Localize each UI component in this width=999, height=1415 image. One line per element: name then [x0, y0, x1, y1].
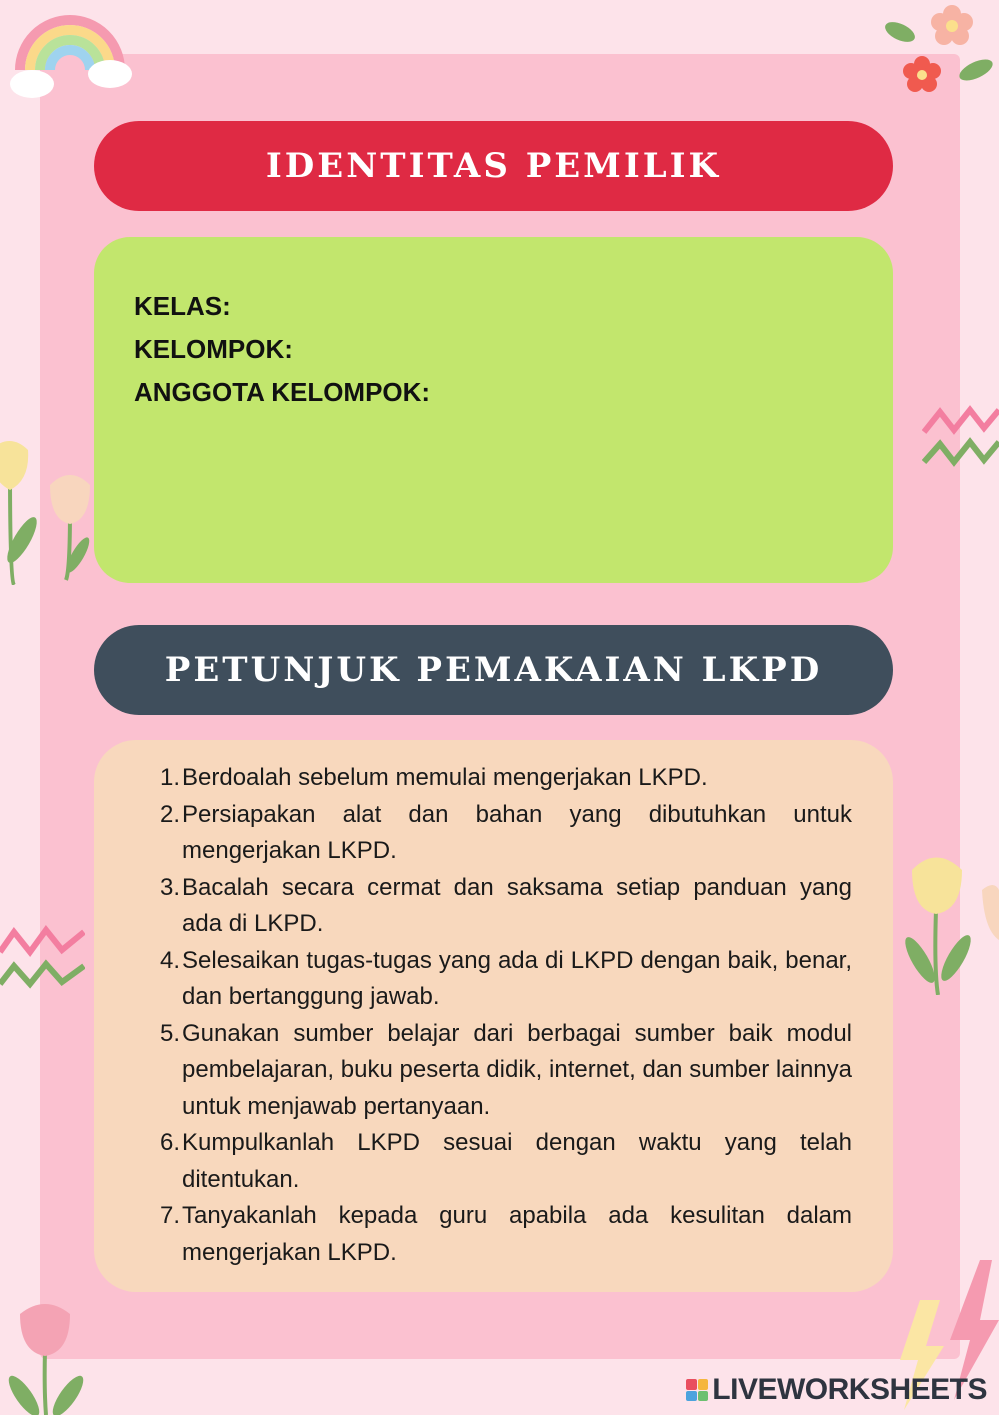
step-number: 3. [159, 873, 180, 901]
step-number: 2. [159, 800, 180, 828]
kelompok-label: KELOMPOK: [134, 334, 293, 364]
rainbow-icon [8, 0, 133, 105]
step-text: Gunakan sumber belajar dari berbagai sumber baik modul pembelajaran, buku peserta didik, internet, dan sumber lainnya untuk menjawab pertanyaan. [182, 1019, 852, 1120]
step-number: 6. [159, 1129, 180, 1156]
zigzag-right-icon [922, 402, 999, 477]
list-item [146, 943, 852, 1016]
step-number: 1. [159, 764, 180, 791]
liveworksheets-watermark[interactable] [686, 1373, 987, 1407]
step-number: 7. [159, 1202, 180, 1229]
instructions-list [146, 760, 852, 1271]
instructions-title-banner: PETUNJUK PEMAKAIAN LKPD [94, 625, 893, 715]
step-text: Persiapakan alat dan bahan yang dibutuhkan untuk mengerjakan LKPD. [182, 800, 852, 864]
list-item [146, 797, 852, 870]
list-item [146, 1016, 852, 1126]
kelas-label: KELAS: [134, 291, 231, 321]
instructions-box [94, 740, 893, 1292]
list-item [146, 870, 852, 943]
identity-box [94, 237, 893, 583]
tulip-bottom-left-icon [0, 1300, 95, 1415]
step-number: 5. [159, 1019, 180, 1047]
step-text: Berdoalah sebelum memulai mengerjakan LKPD. [182, 764, 708, 791]
step-text: Tanyakanlah kepada guru apabila ada kesulitan dalam mengerjakan LKPD. [182, 1202, 852, 1266]
watermark-text: LIVEWORKSHEETS [712, 1373, 987, 1406]
list-item [146, 1198, 852, 1271]
list-item [146, 1125, 852, 1198]
zigzag-left-icon [0, 922, 85, 1000]
step-text: Selesaikan tugas-tugas yang ada di LKPD dengan baik, benar, dan bertanggung jawab. [182, 946, 852, 1010]
step-number: 4. [159, 946, 180, 974]
identity-title-banner: IDENTITAS PEMILIK [94, 121, 893, 211]
list-item [146, 760, 852, 797]
anggota-kelompok-label: ANGGOTA KELOMPOK: [134, 377, 431, 407]
step-text: Kumpulkanlah LKPD sesuai dengan waktu yang telah ditentukan. [182, 1129, 852, 1193]
step-text: Bacalah secara cermat dan saksama setiap panduan yang ada di LKPD. [182, 873, 852, 937]
liveworksheets-logo-icon [686, 1379, 708, 1401]
tulip-right-icon [898, 850, 999, 995]
flowers-corner-icon [878, 0, 999, 110]
tulip-left-icon [0, 440, 95, 585]
